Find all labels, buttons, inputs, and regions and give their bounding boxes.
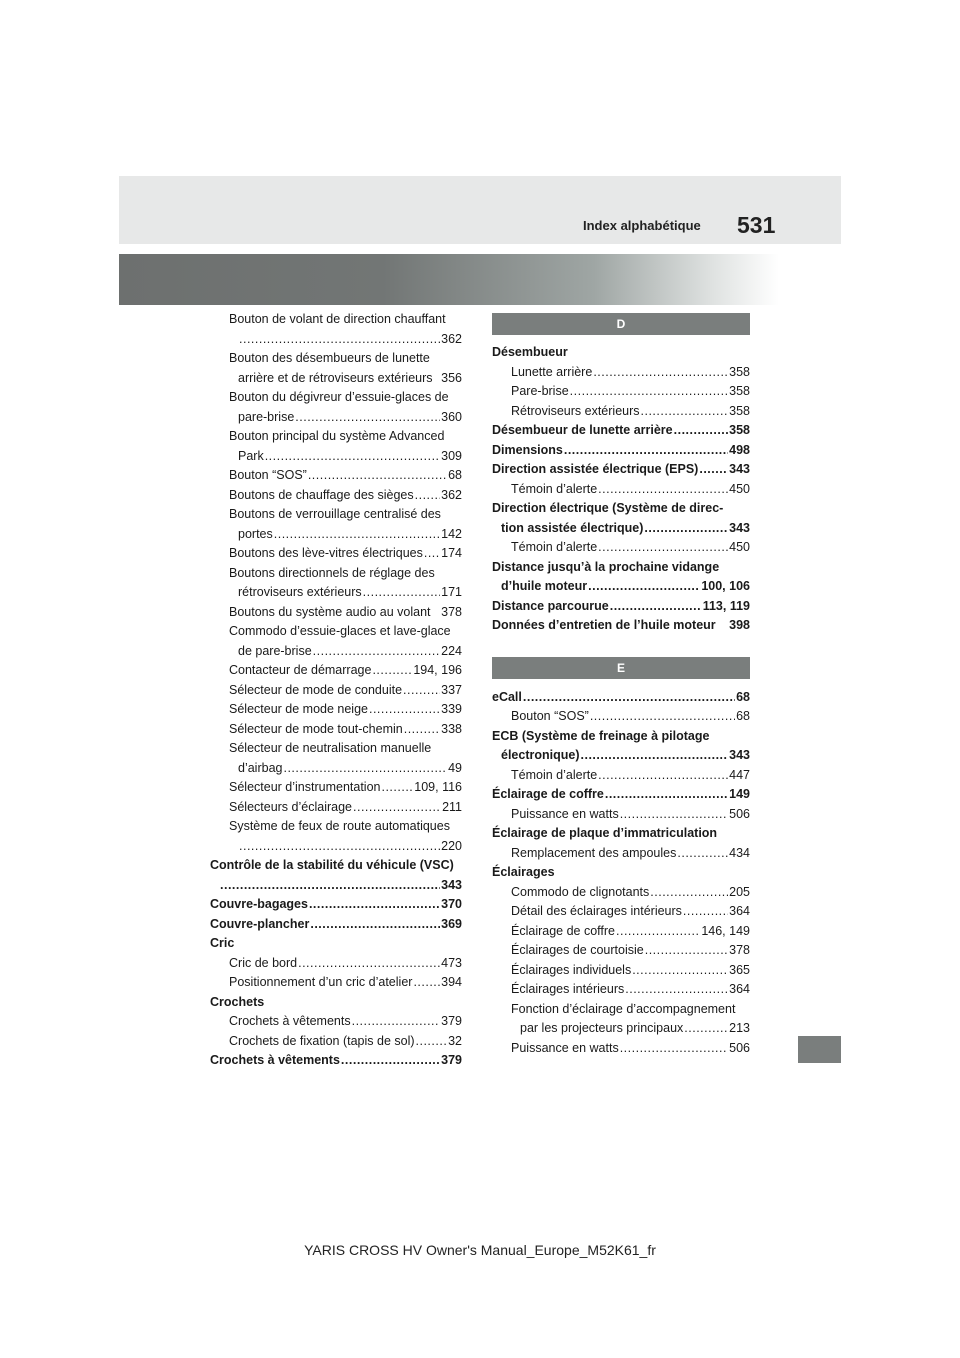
entry-term: Direction électrique (Système de direc- (492, 501, 724, 515)
entry-term: Données d’entretien de l’huile moteur (492, 618, 716, 632)
dot-leader (590, 707, 735, 727)
entry-page-ref[interactable]: 68 (448, 468, 462, 482)
dot-leader (581, 746, 729, 766)
index-entry (492, 844, 750, 864)
entry-term: Bouton du dégivreur d’essuie-glaces de (229, 390, 449, 404)
index-entry (492, 707, 750, 727)
index-entry (210, 993, 462, 1013)
entry-term: Lunette arrière (511, 364, 593, 379)
dot-leader (677, 844, 728, 864)
dot-leader (684, 1019, 728, 1039)
index-entry (492, 538, 750, 558)
entry-page-ref[interactable]: 447 (729, 767, 750, 782)
entry-term: par les projecteurs principaux (520, 1021, 684, 1035)
entry-term: ECB (Système de freinage à pilotage (492, 728, 710, 743)
index-entry (492, 902, 750, 922)
index-entry (492, 382, 750, 402)
entry-term: Boutons de verrouillage centralisé des (229, 507, 441, 521)
index-entry (492, 402, 750, 422)
dot-leader (650, 883, 728, 903)
page-footer: YARIS CROSS HV Owner's Manual_Europe_M52K61_fr (304, 1242, 656, 1258)
entry-term: Puissance en watts (511, 1040, 619, 1055)
entry-term: Cric (210, 936, 235, 950)
entry-page-ref[interactable]: 498 (729, 442, 750, 457)
index-entry (492, 766, 750, 786)
entry-term: Crochets (210, 994, 265, 1009)
entry-term: Dimensions (492, 442, 563, 457)
dot-leader (620, 805, 728, 825)
dot-leader (310, 915, 440, 935)
index-entry (210, 759, 462, 779)
dot-leader (699, 460, 728, 480)
index-entry (210, 544, 462, 564)
dot-leader (570, 382, 728, 402)
entry-page-ref[interactable]: 360 (441, 409, 462, 424)
index-entry (210, 700, 462, 720)
index-entry (210, 661, 462, 681)
chapter-tab-marker (798, 1036, 841, 1063)
entry-term: Boutons directionnels de réglage des (229, 565, 435, 580)
entry-page-ref[interactable]: 338 (441, 721, 462, 736)
dot-leader (598, 538, 728, 558)
entry-page-ref[interactable]: 450 (729, 540, 750, 554)
entry-page-ref[interactable]: 434 (729, 845, 750, 860)
index-entry (210, 778, 462, 798)
entry-term: Fonction d’éclairage d’accompagnement (511, 1001, 736, 1016)
dot-leader (404, 720, 440, 740)
index-entry (210, 817, 462, 837)
index-entry (210, 856, 462, 876)
entry-term: Éclairages intérieurs (511, 982, 625, 996)
entry-term: Cric de bord (229, 955, 298, 970)
page-number: 531 (737, 212, 776, 238)
entry-term: Système de feux de route automatiques (229, 819, 450, 833)
entry-page-ref[interactable]: 450 (729, 481, 750, 496)
index-entry (210, 837, 462, 857)
entry-page-ref[interactable]: 68 (736, 689, 750, 704)
dot-leader (265, 447, 440, 467)
section-header-d: D (492, 313, 750, 335)
entry-term: Remplacement des ampoules (511, 845, 677, 860)
entry-page-ref[interactable]: 213 (729, 1021, 750, 1035)
entry-page-ref[interactable]: 142 (441, 526, 462, 541)
entry-term: Témoin d’alerte (511, 481, 598, 496)
index-entry (210, 642, 462, 662)
entry-page-ref[interactable]: 358 (729, 423, 750, 437)
entry-term: Crochets à vêtements (229, 1014, 351, 1028)
entry-page-ref[interactable]: 394 (441, 975, 462, 989)
entry-term: Distance jusqu’à la prochaine vidange (492, 559, 720, 574)
dot-leader (620, 1039, 728, 1059)
entry-term: Sélecteur de mode neige (229, 702, 368, 716)
index-entry (492, 519, 750, 539)
entry-term: électronique) (501, 748, 580, 762)
dot-leader (298, 954, 440, 974)
dot-leader (424, 544, 440, 564)
entry-page-ref[interactable]: 337 (441, 682, 462, 697)
entry-term: Sélecteur de mode tout-chemin (229, 721, 403, 736)
index-entry (210, 408, 462, 428)
dot-leader (683, 902, 728, 922)
entry-page-ref[interactable]: 220 (441, 838, 462, 853)
entry-page-ref[interactable]: 506 (729, 806, 750, 821)
entry-term: rétroviseurs extérieurs (238, 585, 362, 599)
entry-page-ref[interactable]: 398 (729, 618, 750, 632)
entry-page-ref[interactable]: 379 (441, 1014, 462, 1028)
entry-page-ref[interactable]: 378 (441, 604, 462, 619)
index-entry (210, 525, 462, 545)
dot-leader (616, 922, 700, 942)
dot-leader (632, 961, 728, 981)
entry-page-ref[interactable]: 358 (729, 384, 750, 398)
entry-term: Bouton “SOS” (511, 709, 589, 723)
index-entry (210, 583, 462, 603)
entry-term: Boutons de chauffage des sièges (229, 487, 414, 502)
entry-term: Commodo de clignotants (511, 884, 650, 899)
entry-term: Éclairages (492, 865, 555, 879)
entry-term: Crochets de fixation (tapis de sol) (229, 1033, 415, 1048)
index-entry (210, 954, 462, 974)
entry-term: Sélecteurs d’éclairage (229, 799, 352, 814)
index-entry (492, 1000, 750, 1020)
entry-page-ref[interactable]: 211 (442, 799, 462, 814)
dot-leader (372, 661, 412, 681)
entry-term: tion assistée électrique) (501, 520, 644, 535)
entry-page-ref[interactable]: 473 (441, 955, 462, 970)
index-entry (210, 369, 462, 389)
entry-page-ref[interactable]: 343 (729, 748, 750, 762)
index-entry (210, 564, 462, 584)
dot-leader (309, 895, 440, 915)
index-entry (210, 876, 462, 896)
entry-term: Éclairage de plaque d’immatriculation (492, 826, 718, 840)
index-entry (210, 330, 462, 350)
entry-page-ref[interactable]: 113, 119 (702, 598, 750, 613)
dot-leader (674, 421, 729, 441)
entry-term: d’huile moteur (501, 579, 588, 593)
entry-page-ref[interactable]: 49 (448, 760, 462, 775)
entry-page-ref[interactable]: 343 (729, 520, 750, 535)
index-entry (492, 883, 750, 903)
entry-term: Sélecteur d’instrumentation (229, 780, 381, 794)
dot-leader (605, 785, 728, 805)
dot-leader (564, 441, 728, 461)
entry-term: Éclairage de coffre (492, 787, 604, 801)
section-d-entries (492, 343, 750, 636)
index-entry (492, 805, 750, 825)
entry-page-ref[interactable]: 343 (729, 462, 750, 476)
index-entry (210, 973, 462, 993)
entry-term: Désembueur de lunette arrière (492, 423, 673, 437)
dot-leader (593, 363, 728, 383)
index-entry (492, 1039, 750, 1059)
dot-leader (308, 466, 447, 486)
dot-leader (363, 583, 440, 603)
entry-page-ref[interactable]: 205 (729, 884, 750, 899)
index-entry (210, 349, 462, 369)
entry-term: de pare-brise (238, 643, 312, 658)
dot-leader (523, 688, 735, 708)
index-entry (210, 447, 462, 467)
dot-leader (352, 1012, 441, 1032)
index-column-right (492, 313, 750, 1058)
index-entry (210, 1032, 462, 1052)
index-entry (210, 798, 462, 818)
entry-term: Bouton de volant de direction chauffant (229, 312, 446, 326)
index-entry (492, 824, 750, 844)
index-entry (210, 681, 462, 701)
entry-term: Contacteur de démarrage (229, 663, 372, 677)
index-entry (210, 486, 462, 506)
index-entry (492, 480, 750, 500)
entry-page-ref[interactable]: 379 (441, 1053, 462, 1067)
entry-term: eCall (492, 689, 522, 704)
entry-page-ref[interactable]: 364 (729, 904, 750, 918)
entry-page-ref[interactable]: 149 (729, 787, 750, 801)
entry-term: Contrôle de la stabilité du véhicule (VSC) (210, 858, 454, 872)
entry-page-ref[interactable]: 358 (729, 403, 750, 418)
entry-term: Commodo d’essuie-glaces et lave-glace (229, 624, 451, 638)
entry-term: Témoin d’alerte (511, 767, 598, 782)
entry-term: Couvre-bagages (210, 897, 308, 911)
entry-page-ref[interactable]: 194, 196 (413, 663, 462, 677)
entry-page-ref[interactable]: 171 (441, 585, 462, 599)
entry-term: Éclairage de coffre (511, 923, 615, 938)
dot-leader (598, 480, 728, 500)
index-entry (492, 727, 750, 747)
entry-page-ref[interactable]: 339 (441, 702, 462, 716)
entry-page-ref[interactable]: 68 (736, 709, 750, 723)
dot-leader (283, 759, 447, 779)
dot-leader (239, 330, 440, 350)
index-entry (492, 597, 750, 617)
page-header-band (119, 176, 841, 244)
entry-page-ref[interactable]: 174 (441, 546, 462, 560)
dot-leader (313, 642, 440, 662)
entry-term: Pare-brise (511, 384, 569, 398)
dot-leader (416, 1032, 448, 1052)
index-column-left (210, 310, 462, 1071)
entry-term: Boutons du système audio au volant (229, 604, 431, 619)
index-entry (210, 466, 462, 486)
entry-page-ref[interactable]: 309 (441, 448, 462, 463)
index-entry (492, 577, 750, 597)
dot-leader (369, 700, 440, 720)
dot-leader (598, 766, 728, 786)
index-entry (492, 746, 750, 766)
index-entry (492, 421, 750, 441)
index-entry (210, 1051, 462, 1071)
index-entry (210, 895, 462, 915)
index-entry (210, 505, 462, 525)
entry-term: Bouton “SOS” (229, 468, 307, 482)
section-header-e: E (492, 657, 750, 679)
dot-leader (239, 837, 440, 857)
index-entry (210, 739, 462, 759)
index-entry (210, 427, 462, 447)
entry-page-ref[interactable]: 343 (441, 877, 462, 892)
header-gradient-bar (119, 254, 779, 305)
entry-term: Bouton des désembueurs de lunette (229, 351, 430, 365)
index-entry (210, 388, 462, 408)
entry-page-ref[interactable]: 378 (729, 943, 750, 957)
entry-page-ref[interactable]: 370 (441, 897, 462, 911)
entry-page-ref[interactable]: 109, 116 (414, 780, 462, 794)
entry-term: Boutons des lève-vitres électriques (229, 546, 423, 560)
index-entry (492, 922, 750, 942)
index-entry (492, 460, 750, 480)
entry-page-ref[interactable]: 146, 149 (701, 923, 750, 938)
index-entry (492, 785, 750, 805)
entry-term: Bouton principal du système Advanced (229, 429, 445, 443)
index-entry (210, 310, 462, 330)
entry-term: Sélecteur de neutralisation manuelle (229, 741, 432, 755)
entry-page-ref[interactable]: 506 (729, 1040, 750, 1055)
section-title: Index alphabétique (583, 218, 701, 233)
entry-page-ref[interactable]: 369 (441, 916, 462, 931)
index-entry (492, 343, 750, 363)
index-entry (492, 1019, 750, 1039)
entry-term: pare-brise (238, 409, 295, 424)
entry-page-ref[interactable]: 358 (729, 364, 750, 379)
entry-term: Direction assistée électrique (EPS) (492, 462, 699, 476)
entry-term: Rétroviseurs extérieurs (511, 403, 640, 418)
index-entry (210, 915, 462, 935)
dot-leader (403, 681, 440, 701)
dot-leader (341, 1051, 440, 1071)
entry-page-ref[interactable]: 32 (448, 1033, 462, 1048)
entry-term: Couvre-plancher (210, 916, 310, 931)
index-entry (492, 980, 750, 1000)
section-e-entries (492, 688, 750, 1059)
index-entry (492, 499, 750, 519)
entry-page-ref[interactable]: 356 (441, 370, 462, 385)
entry-page-ref[interactable]: 364 (729, 982, 750, 996)
dot-leader (381, 778, 413, 798)
entry-term: Distance parcourue (492, 598, 609, 613)
dot-leader (415, 486, 441, 506)
index-entry (210, 1012, 462, 1032)
index-entry (492, 941, 750, 961)
entry-term: d’airbag (238, 760, 283, 775)
index-entry (492, 961, 750, 981)
entry-term: Sélecteur de mode de conduite (229, 682, 403, 697)
dot-leader (641, 402, 729, 422)
entry-term: portes (238, 526, 273, 541)
entry-term: Crochets à vêtements (210, 1053, 340, 1067)
index-entry (210, 934, 462, 954)
entry-term: arrière et de rétroviseurs extérieurs (238, 370, 433, 385)
entry-page-ref[interactable]: 362 (441, 487, 462, 502)
entry-term: Éclairages de courtoisie (511, 943, 644, 957)
index-entry (210, 720, 462, 740)
dot-leader (625, 980, 728, 1000)
dot-leader (353, 798, 441, 818)
dot-leader (588, 577, 700, 597)
index-entry (492, 863, 750, 883)
index-entry (492, 616, 750, 636)
entry-page-ref[interactable]: 362 (441, 331, 462, 346)
index-entry (492, 688, 750, 708)
entry-term: Témoin d’alerte (511, 540, 598, 554)
entry-term: Positionnement d’un cric d’atelier (229, 975, 413, 989)
dot-leader (274, 525, 440, 545)
entry-term: Park (238, 448, 264, 463)
dot-leader (413, 973, 440, 993)
index-entry (492, 558, 750, 578)
dot-leader (295, 408, 440, 428)
entry-page-ref[interactable]: 100, 106 (701, 579, 750, 593)
entry-term: Désembueur (492, 345, 568, 359)
dot-leader (644, 519, 728, 539)
index-entry (210, 622, 462, 642)
dot-leader (220, 876, 440, 896)
entry-page-ref[interactable]: 224 (441, 643, 462, 658)
index-entry (492, 363, 750, 383)
index-entry (210, 603, 462, 623)
dot-leader (610, 597, 702, 617)
dot-leader (645, 941, 728, 961)
entry-page-ref[interactable]: 365 (729, 962, 750, 977)
entry-term: Détail des éclairages intérieurs (511, 904, 682, 918)
index-entry (492, 441, 750, 461)
entry-term: Puissance en watts (511, 806, 619, 821)
entry-term: Éclairages individuels (511, 962, 632, 977)
